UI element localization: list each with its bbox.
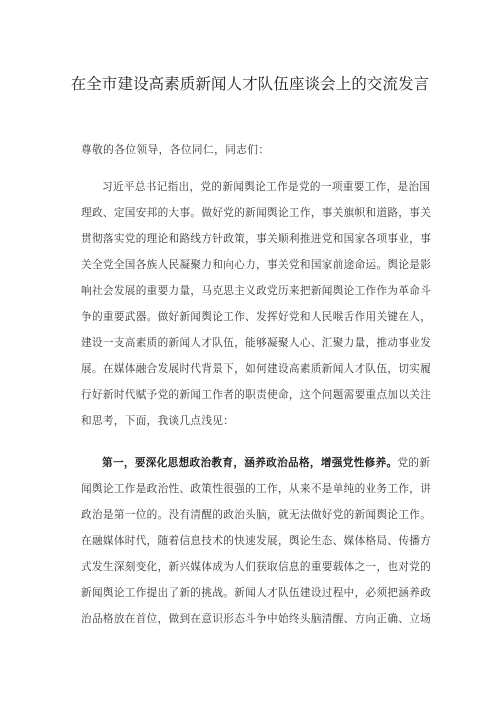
paragraph-line: 展。在媒体融合发展时代背景下，如何建设高素质新闻人才队伍，切实履 [81,363,432,375]
paragraph-line: 争的重要武器。做好新闻舆论工作、发挥好党和人民喉舌作用关键在人， [81,311,432,323]
point-text: 党的新 [397,457,431,469]
paragraph-line: 和思考，下面，我谈几点浅见： [81,415,235,427]
paragraph-line: 理政、定国安邦的大事。做好党的新闻舆论工作，事关旗帜和道路，事关 [81,207,432,219]
point-heading: 第一，要深化思想政治教育，涵养政治品格，增强党性修养。 [102,457,398,469]
paragraph-line: 治品格放在首位，做到在意识形态斗争中始终头脑清醒、方向正确、立场 [81,613,432,625]
paragraph-line: 建设一支高素质的新闻人才队伍，能够凝聚人心、汇聚力量，推动事业发 [81,337,432,349]
paragraph-line: 响社会发展的重要力量，马克思主义政党历来把新闻舆论工作作为革命斗 [81,285,432,297]
paragraph-line: 式发生深刻变化，新兴媒体成为人们获取信息的重要载体之一，也对党的 [81,561,432,573]
paragraph-intro [81,174,432,434]
paragraph-first-point [81,450,432,632]
paragraph-line: 习近平总书记指出，党的新闻舆论工作是党的一项重要工作，是治国 [102,181,431,193]
paragraph-line [81,450,431,476]
paragraph-line: 关全党全国各族人民凝聚力和向心力，事关党和国家前途命运。舆论是影 [81,259,432,271]
salutation: 尊敬的各位领导，各位同仁，同志们： [81,144,270,156]
paragraph-line: 新闻舆论工作提出了新的挑战。新闻人才队伍建设过程中，必须把涵养政 [81,587,432,599]
paragraph-line: 闻舆论工作是政治性、政策性很强的工作，从来不是单纯的业务工作，讲 [81,483,432,495]
paragraph-line: 贯彻落实党的理论和路线方针政策，事关顺利推进党和国家各项事业，事 [81,233,432,245]
paragraph-line: 在融媒体时代，随着信息技术的快速发展，舆论生态、媒体格局、传播方 [81,535,432,547]
document-title: 在全市建设高素质新闻人才队伍座谈会上的交流发言 [70,75,430,93]
paragraph-line: 政治是第一位的。没有清醒的政治头脑，就无法做好党的新闻舆论工作。 [81,509,432,521]
paragraph-line: 行好新时代赋予党的新闻工作者的职责使命，这个问题需要重点加以关注 [81,389,432,401]
